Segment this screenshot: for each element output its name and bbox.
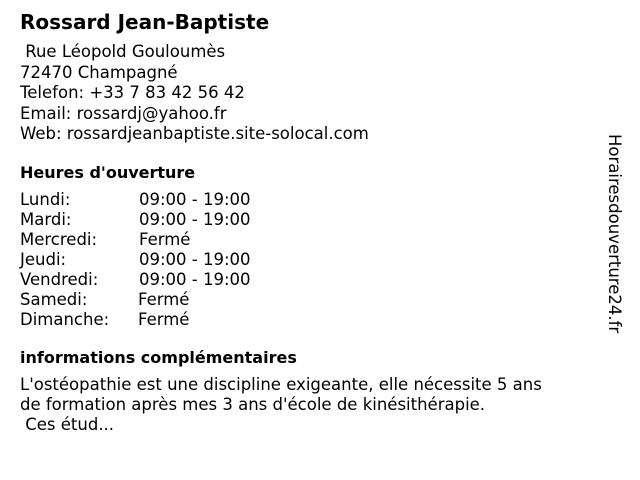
hours-day-label: Mercredi:: [20, 229, 98, 249]
hours-row-thursday: [20, 250, 600, 270]
business-card: [20, 10, 600, 435]
hours-day-label: Samedi:: [20, 289, 88, 309]
phone-line: Telefon: +33 7 83 42 56 42: [20, 83, 245, 102]
hours-day-value: 09:00 - 19:00: [139, 249, 251, 269]
hours-row-monday: [20, 190, 600, 210]
hours-day-value: 09:00 - 19:00: [139, 189, 251, 209]
hours-row-tuesday: [20, 210, 600, 230]
opening-hours-title: Heures d'ouverture: [20, 162, 196, 182]
hours-day-value: 09:00 - 19:00: [139, 209, 251, 229]
hours-day-label: Lundi:: [20, 189, 71, 209]
hours-day-label: Vendredi:: [20, 269, 99, 289]
hours-row-saturday: [20, 290, 600, 310]
hours-day-label: Dimanche:: [20, 309, 110, 329]
hours-row-friday: [20, 270, 600, 290]
email-line: Email: rossardj@yahoo.fr: [20, 103, 227, 123]
additional-info-title: informations complémentaires: [20, 347, 297, 367]
street-address: Rue Léopold Gouloumès: [20, 42, 226, 61]
site-watermark: Horairesdouverture24.fr: [605, 134, 624, 334]
hours-day-value: Fermé: [138, 309, 190, 329]
hours-row-wednesday: [20, 230, 600, 250]
hours-day-label: Mardi:: [20, 209, 72, 229]
city-address: 72470 Champagné: [20, 62, 178, 82]
hours-row-sunday: [20, 310, 600, 330]
business-name: Rossard Jean-Baptiste: [20, 10, 270, 34]
web-line: Web: rossardjeanbaptiste.site-solocal.com: [20, 124, 369, 143]
hours-day-label: Jeudi:: [20, 249, 67, 269]
additional-info-text: L'ostéopathie est une discipline exigeante, elle nécessite 5 ans de formation après mes 3 ans d'école de kinésithérapie. Ces étud...: [20, 374, 542, 434]
hours-day-value: 09:00 - 19:00: [139, 269, 251, 289]
hours-day-value: Fermé: [139, 229, 191, 249]
hours-day-value: Fermé: [138, 289, 190, 309]
opening-hours-table: [20, 190, 600, 330]
